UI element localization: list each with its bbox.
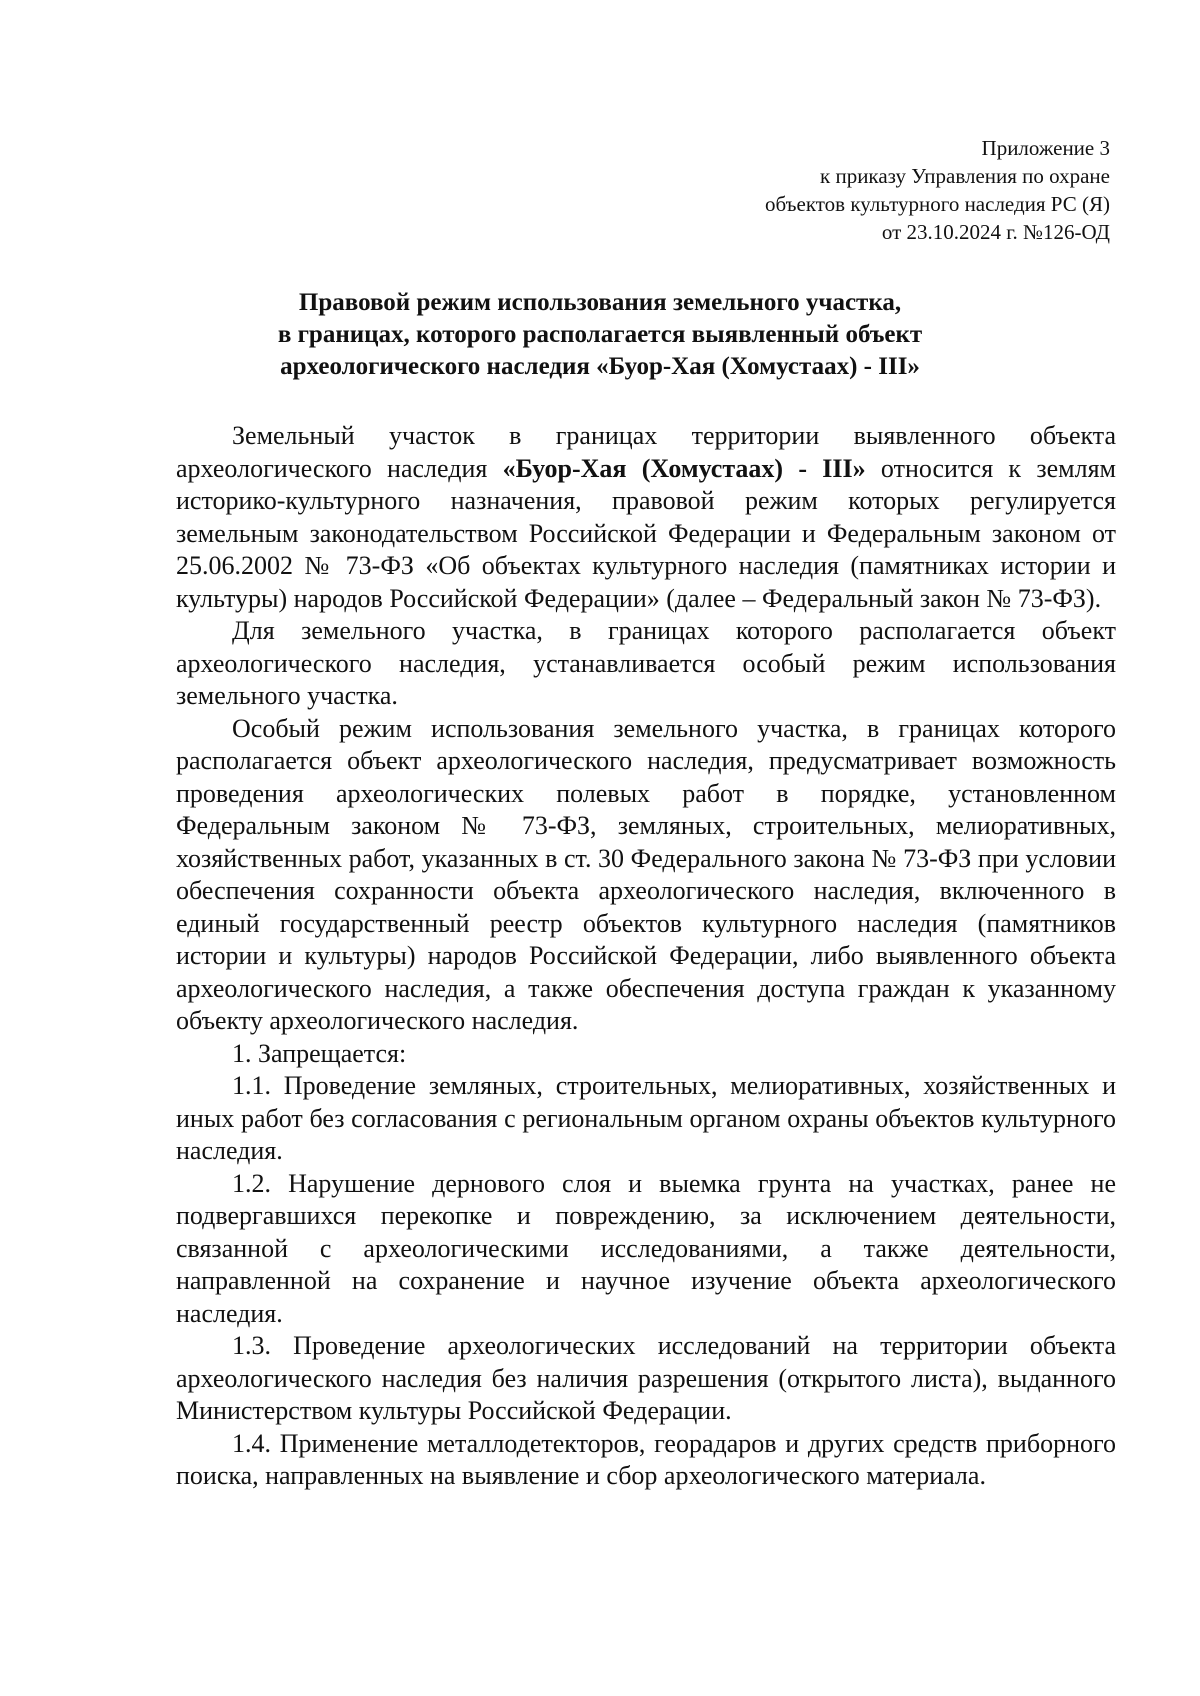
appendix-header <box>765 134 1110 246</box>
title-line-1: Правовой режим использования земельного участка, <box>298 289 902 316</box>
list-item: 1.1. Проведение земляных, строительных, мелиоративных, хозяйственных и иных работ без согласования с региональным органом охраны объектов культурного наследия. <box>176 1071 1116 1165</box>
order-date-number: от 23.10.2024 г. №126-ОД <box>881 220 1110 244</box>
document-title <box>0 287 1200 383</box>
paragraph-special-regime: Для земельного участка, в границах которого располагается объект археологического наследия, устанавливается особый режим использования земельного участка. <box>176 616 1116 710</box>
paragraph-text: относится к землям историко-культурного назначения, правовой режим которых регулируется земельным законодательством Российской Федерации и Федеральным законом от 25.06.2002 № 73-ФЗ «Об объектах культурного наследия (памятниках истории и культуры) народов Российской Федерации» (далее – Федеральный закон № 73-ФЗ). <box>176 453 1116 613</box>
paragraph-regime-provisions: Особый режим использования земельного участка, в границах которого располагается объект археологического наследия, предусматривает возможность проведения археологических полевых работ в порядке, установленном Федеральным законом № 73-ФЗ, земляных, строительных, мелиоративных, хозяйственных работ, указанных в ст. 30 Федерального закона № 73-ФЗ при условии обеспечения сохранности объекта археологического наследия, включенного в единый государственный реестр объектов культурного наследия (памятников истории и культуры) народов Российской Федерации, либо выявленного объекта археологического наследия, а также обеспечения доступа граждан к указанному объекту археологического наследия. <box>176 713 1116 1035</box>
appendix-number: Приложение 3 <box>981 136 1110 160</box>
document-body <box>176 420 1116 1493</box>
paragraph-land-status <box>176 420 1116 615</box>
list-item: 1.4. Применение металлодетекторов, георадаров и других средств приборного поиска, направленных на выявление и сбор археологического материала. <box>176 1428 1116 1490</box>
list-item: 1.3. Проведение археологических исследований на территории объекта археологического наследия без наличия разрешения (открытого листа), выданного Министерством культуры Российской Федерации. <box>176 1331 1116 1425</box>
title-line-2: в границах, которого располагается выявленный объект <box>277 321 923 348</box>
authority-name: объектов культурного наследия РС (Я) <box>765 192 1110 216</box>
order-reference: к приказу Управления по охране <box>820 164 1110 188</box>
title-line-3: археологического наследия «Буор-Хая (Хомустаах) - III» <box>280 353 920 380</box>
paragraph-text: Земельный участок в границах территории выявленного объекта археологического наследия <box>176 421 1116 483</box>
list-item: 1.2. Нарушение дернового слоя и выемка грунта на участках, ранее не подвергавшихся перекопке и повреждению, за исключением деятельности, связанной с археологическими исследованиями, а также деятельности, направленной на сохранение и научное изучение объекта археологического наследия. <box>176 1168 1116 1328</box>
object-name: «Буор-Хая (Хомустаах) - III» <box>502 453 866 483</box>
prohibitions-heading: 1. Запрещается: <box>232 1038 407 1068</box>
